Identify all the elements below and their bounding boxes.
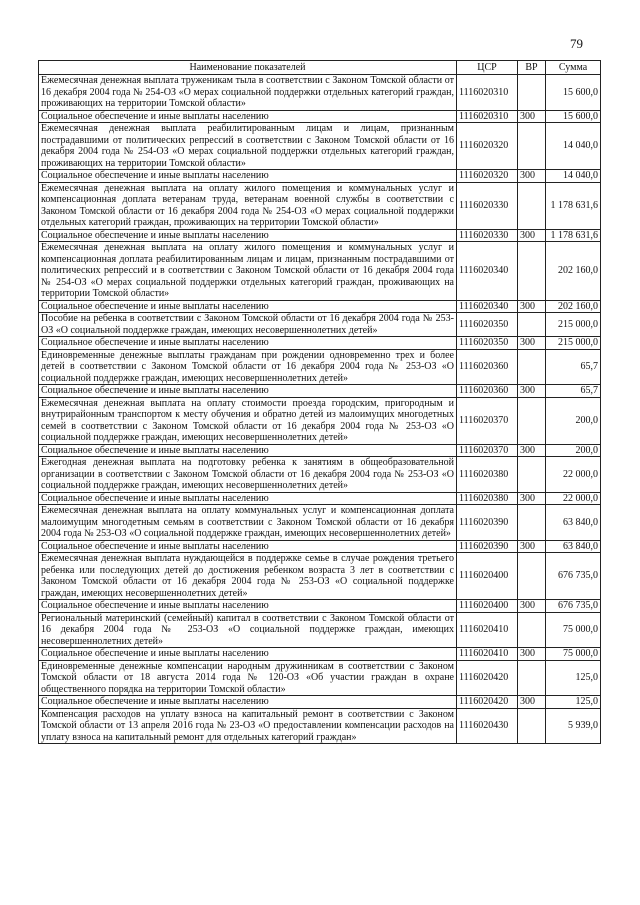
cell-vr	[518, 708, 546, 744]
table-row	[39, 600, 601, 613]
cell-sum: 202 160,0	[546, 300, 601, 313]
cell-sum: 676 735,0	[546, 553, 601, 600]
cell-vr	[518, 313, 546, 337]
table-row	[39, 553, 601, 600]
cell-sum: 75 000,0	[546, 612, 601, 648]
table-row	[39, 123, 601, 170]
cell-sum: 14 040,0	[546, 170, 601, 183]
cell-vr	[518, 349, 546, 385]
cell-name: Социальное обеспечение и иные выплаты населению	[39, 444, 457, 457]
cell-csr: 1116020420	[457, 660, 518, 696]
cell-name: Пособие на ребенка в соответствии с Законом Томской области от 16 декабря 2004 года № 253-ОЗ «О социальной поддержке граждан, имеющих несовершеннолетних детей»	[39, 313, 457, 337]
cell-vr: 300	[518, 540, 546, 553]
table-row	[39, 229, 601, 242]
cell-name: Социальное обеспечение и иные выплаты населению	[39, 170, 457, 183]
cell-sum: 215 000,0	[546, 337, 601, 350]
cell-name: Ежемесячная денежная выплата труженикам тыла в соответствии с Законом Томской области от 16 декабря 2004 года № 254-ОЗ «О мерах социальной поддержки отдельных категорий граждан, проживающих на территории Томской области»	[39, 75, 457, 111]
cell-sum: 15 600,0	[546, 110, 601, 123]
header-sum: Сумма	[546, 61, 601, 75]
cell-csr: 1116020390	[457, 505, 518, 541]
cell-csr: 1116020340	[457, 300, 518, 313]
cell-vr	[518, 457, 546, 493]
table-row	[39, 110, 601, 123]
cell-sum: 14 040,0	[546, 123, 601, 170]
cell-vr: 300	[518, 696, 546, 709]
cell-csr: 1116020350	[457, 313, 518, 337]
cell-vr: 300	[518, 110, 546, 123]
cell-csr: 1116020330	[457, 229, 518, 242]
table-header-row	[39, 61, 601, 75]
cell-sum: 1 178 631,6	[546, 182, 601, 229]
cell-csr: 1116020360	[457, 349, 518, 385]
cell-sum: 1 178 631,6	[546, 229, 601, 242]
cell-name: Ежемесячная денежная выплата нуждающейся в поддержке семье в случае рождения третьего ребенка или последующих детей до достижения ребенком возраста 3 лет в соответствии с Законом Томской области от 16 декабря 2004 года № 253-ОЗ «О социальной поддержке граждан, имеющих несовершеннолетних детей»	[39, 553, 457, 600]
cell-sum: 22 000,0	[546, 492, 601, 505]
table-row	[39, 457, 601, 493]
cell-sum: 676 735,0	[546, 600, 601, 613]
cell-csr: 1116020430	[457, 708, 518, 744]
cell-csr: 1116020330	[457, 182, 518, 229]
table-row	[39, 397, 601, 444]
cell-vr: 300	[518, 492, 546, 505]
cell-name: Компенсация расходов на уплату взноса на капитальный ремонт в соответствии с Законом Томской области от 13 апреля 2016 года № 23-ОЗ «О предоставлении компенсации расходов на уплату взноса на капитальный ремонт для отдельных категорий граждан»	[39, 708, 457, 744]
cell-name: Социальное обеспечение и иные выплаты населению	[39, 648, 457, 661]
cell-csr: 1116020320	[457, 170, 518, 183]
cell-vr: 300	[518, 444, 546, 457]
cell-vr	[518, 123, 546, 170]
budget-table	[38, 60, 601, 744]
cell-sum: 15 600,0	[546, 75, 601, 111]
cell-name: Социальное обеспечение и иные выплаты населению	[39, 540, 457, 553]
cell-sum: 75 000,0	[546, 648, 601, 661]
cell-name: Социальное обеспечение и иные выплаты населению	[39, 492, 457, 505]
cell-csr: 1116020380	[457, 457, 518, 493]
cell-csr: 1116020320	[457, 123, 518, 170]
cell-vr: 300	[518, 600, 546, 613]
cell-csr: 1116020310	[457, 75, 518, 111]
cell-csr: 1116020360	[457, 385, 518, 398]
cell-csr: 1116020420	[457, 696, 518, 709]
table-row	[39, 444, 601, 457]
cell-csr: 1116020410	[457, 648, 518, 661]
cell-sum: 200,0	[546, 444, 601, 457]
cell-name: Социальное обеспечение и иные выплаты населению	[39, 110, 457, 123]
cell-csr: 1116020410	[457, 612, 518, 648]
cell-name: Социальное обеспечение и иные выплаты населению	[39, 337, 457, 350]
cell-sum: 125,0	[546, 696, 601, 709]
cell-sum: 200,0	[546, 397, 601, 444]
table-row	[39, 540, 601, 553]
table-row	[39, 300, 601, 313]
header-vr: ВР	[518, 61, 546, 75]
cell-vr	[518, 182, 546, 229]
cell-vr: 300	[518, 648, 546, 661]
cell-sum: 125,0	[546, 660, 601, 696]
cell-csr: 1116020370	[457, 397, 518, 444]
cell-csr: 1116020340	[457, 242, 518, 301]
cell-csr: 1116020380	[457, 492, 518, 505]
cell-csr: 1116020400	[457, 553, 518, 600]
cell-name: Социальное обеспечение и иные выплаты населению	[39, 300, 457, 313]
table-row	[39, 648, 601, 661]
header-name: Наименование показателей	[39, 61, 457, 75]
cell-name: Ежемесячная денежная выплата реабилитированным лицам и лицам, признанным пострадавшими от политических репрессий в соответствии с Законом Томской области от 16 декабря 2004 года № 254-ОЗ «О мерах социальной поддержки отдельных категорий граждан, проживающих на территории Томской области»	[39, 123, 457, 170]
cell-name: Социальное обеспечение и иные выплаты населению	[39, 385, 457, 398]
table-row	[39, 385, 601, 398]
cell-name: Ежемесячная денежная выплата на оплату стоимости проезда городским, пригородным и внутрирайонным транспортом к месту обучения и обратно детей из малоимущих многодетных семей в соответствии с Законом Томской области от 16 декабря 2004 года № 253-ОЗ «О социальной поддержке граждан, имеющих несовершеннолетних детей»	[39, 397, 457, 444]
table-row	[39, 313, 601, 337]
cell-vr	[518, 75, 546, 111]
cell-name: Социальное обеспечение и иные выплаты населению	[39, 600, 457, 613]
cell-name: Социальное обеспечение и иные выплаты населению	[39, 696, 457, 709]
cell-vr	[518, 660, 546, 696]
table-row	[39, 170, 601, 183]
cell-vr: 300	[518, 170, 546, 183]
cell-name: Региональный материнский (семейный) капитал в соответствии с Законом Томской области от 16 декабря 2004 года № 253-ОЗ «О социальной поддержке граждан, имеющих несовершеннолетних детей»	[39, 612, 457, 648]
cell-csr: 1116020370	[457, 444, 518, 457]
cell-vr	[518, 397, 546, 444]
table-row	[39, 612, 601, 648]
cell-name: Единовременные денежные компенсации народным дружинникам в соответствии с Законом Томской области от 18 августа 2014 года № 120-ОЗ «Об участии граждан в охране общественного порядка на территории Томской области»	[39, 660, 457, 696]
table-row	[39, 242, 601, 301]
cell-name: Ежегодная денежная выплата на подготовку ребенка к занятиям в общеобразовательной организации в соответствии с Законом Томской области от 16 декабря 2004 года № 253-ОЗ «О социальной поддержке граждан, имеющих несовершеннолетних детей»	[39, 457, 457, 493]
cell-sum: 65,7	[546, 349, 601, 385]
table-row	[39, 182, 601, 229]
page-number: 79	[570, 36, 583, 51]
cell-sum: 5 939,0	[546, 708, 601, 744]
table-row	[39, 349, 601, 385]
cell-sum: 63 840,0	[546, 540, 601, 553]
header-csr: ЦСР	[457, 61, 518, 75]
table-body	[39, 75, 601, 744]
cell-vr	[518, 553, 546, 600]
cell-vr	[518, 612, 546, 648]
cell-csr: 1116020350	[457, 337, 518, 350]
cell-sum: 65,7	[546, 385, 601, 398]
cell-sum: 202 160,0	[546, 242, 601, 301]
cell-sum: 22 000,0	[546, 457, 601, 493]
cell-sum: 63 840,0	[546, 505, 601, 541]
table-row	[39, 505, 601, 541]
cell-name: Ежемесячная денежная выплата на оплату коммунальных услуг и компенсационная доплата малоимущим многодетным семьям в соответствии с Законом Томской области от 16 декабря 2004 года № 253-ОЗ «О социальной поддержке граждан, имеющих несовершеннолетних детей»	[39, 505, 457, 541]
table-row	[39, 492, 601, 505]
cell-csr: 1116020310	[457, 110, 518, 123]
cell-vr: 300	[518, 229, 546, 242]
cell-name: Социальное обеспечение и иные выплаты населению	[39, 229, 457, 242]
cell-vr	[518, 505, 546, 541]
table-row	[39, 337, 601, 350]
cell-vr	[518, 242, 546, 301]
cell-vr: 300	[518, 337, 546, 350]
cell-name: Ежемесячная денежная выплата на оплату жилого помещения и коммунальных услуг и компенсационная доплата реабилитированным лицам и лицам, признанным пострадавшими от политических репрессий и в соответствии с Законом Томской области от 16 декабря 2004 года № 254-ОЗ «О мерах социальной поддержки отдельных категорий граждан, проживающих на территории Томской области»	[39, 242, 457, 301]
cell-name: Ежемесячная денежная выплата на оплату жилого помещения и коммунальных услуг и компенсационная доплата ветеранам труда, ветеранам военной службы в соответствии с Законом Томской области от 16 декабря 2004 года № 254-ОЗ «О мерах социальной поддержки отдельных категорий граждан, проживающих на территории Томской области»	[39, 182, 457, 229]
table-row	[39, 660, 601, 696]
cell-csr: 1116020390	[457, 540, 518, 553]
cell-vr: 300	[518, 385, 546, 398]
table-row	[39, 696, 601, 709]
cell-name: Единовременные денежные выплаты гражданам при рождении одновременно трех и более детей в соответствии с Законом Томской области от 16 декабря 2004 года № 253-ОЗ «О социальной поддержке граждан, имеющих несовершеннолетних детей»	[39, 349, 457, 385]
cell-sum: 215 000,0	[546, 313, 601, 337]
cell-vr: 300	[518, 300, 546, 313]
table-row	[39, 708, 601, 744]
cell-csr: 1116020400	[457, 600, 518, 613]
table-row	[39, 75, 601, 111]
